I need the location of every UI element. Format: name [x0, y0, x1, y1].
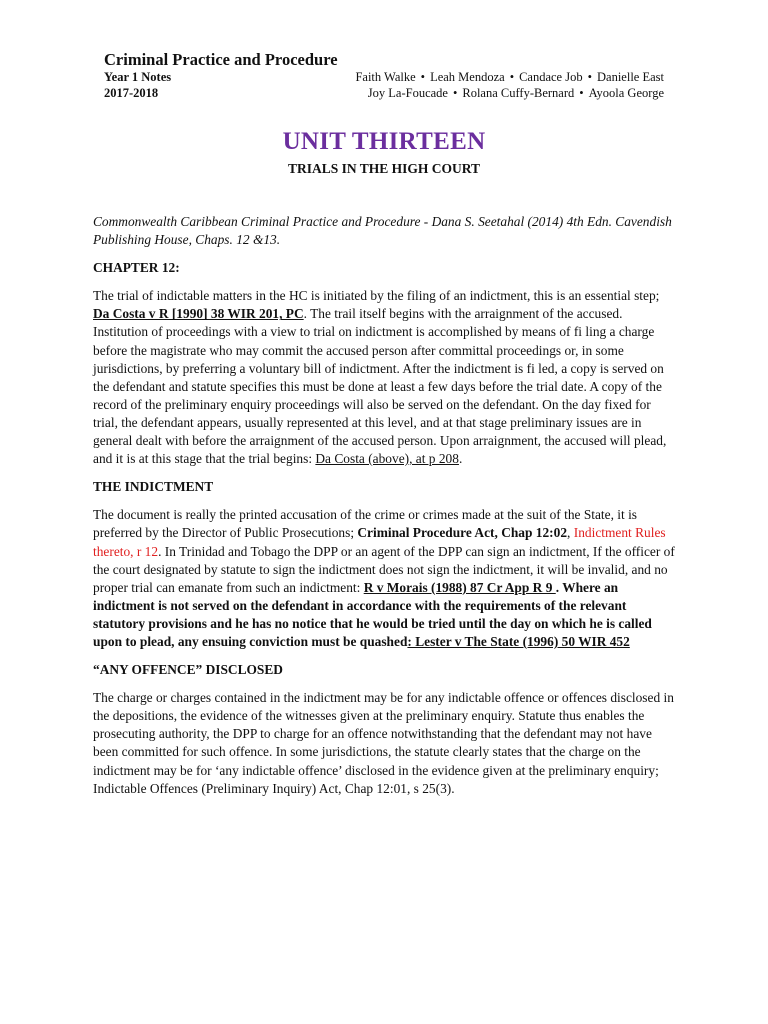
case-citation: R v Morais (1988) 87 Cr App R 9: [363, 579, 556, 595]
course-title: Criminal Practice and Procedure: [104, 50, 338, 69]
author-name: Joy La-Foucade: [367, 86, 448, 100]
author-name: Candace Job: [519, 70, 583, 84]
bullet-separator: •: [509, 70, 515, 84]
author-name: Danielle East: [597, 70, 664, 84]
unit-title: UNIT THIRTEEN: [282, 128, 486, 155]
unit-subtitle: TRIALS IN THE HIGH COURT: [287, 161, 481, 176]
case-citation: Da Costa v R [1990] 38 WIR 201, PC: [93, 306, 304, 322]
case-reference: Da Costa (above), at p 208: [315, 451, 459, 467]
text-run: The document is really the printed accusation of the crime or crimes made at the suit of the State, it is preferred by the Director of Public Prosecutions;: [93, 507, 638, 541]
text-run: . In Trinidad and Tobago the DPP or an agent of the DPP can sign an indictment, If the officer of the court designated by statute to sign the indictment does not sign the indictment, it will be invalid, and no proper trial can emanate from such an indictment:: [93, 543, 675, 595]
author-name: Rolana Cuffy-Bernard: [462, 86, 575, 100]
text-run: The trial of indictable matters in the HC is initiated by the filing of an indictment, this is an essential step;: [93, 288, 660, 304]
rules-citation: Indictment Rules thereto, r 12: [93, 525, 666, 559]
indictment-paragraph: [93, 506, 678, 651]
bullet-separator: •: [420, 70, 426, 84]
bullet-separator: •: [587, 70, 592, 84]
text-run: .: [458, 451, 463, 467]
text-run: ,: [567, 525, 574, 541]
text-run-bold: . Where an indictment is not served on the defendant in accordance with the requirements of the relevant statutory provisions and he has no notice that he would be tried until the day on which he is called upon to plead, any ensuing conviction must be quashed: [93, 579, 652, 649]
bullet-separator: •: [579, 86, 584, 100]
author-name: Ayoola George: [588, 86, 664, 100]
year-label: Year 1 Notes: [104, 70, 172, 84]
authors-row-1: [355, 70, 664, 85]
case-citation: : Lester v The State (1996) 50 WIR 452: [407, 633, 630, 649]
text-run: . The trail itself begins with the arraignment of the accused. Institution of proceedings with a view to trial on indictment is accomplished by means of fi ling a charge before the magistrate who may commit the accused person after committal proceedings or, in some jurisdictions, by preferring a voluntary bill of indictment. After the indictment is fi led, a copy is served on the defendant and statute specifies this must be done at least a few days before the trial date. A copy of the record of the preliminary enquiry proceedings will also be served on the defendant. On the day fixed for trial, the defendant appears, usually represented at this level, and at that stage preliminary issues are in general dealt with before the arraignment of the accused person. Upon arraignment, the accused will plead, and it is at this stage that the trial begins:: [93, 306, 667, 467]
any-offence-heading: “ANY OFFENCE” DISCLOSED: [93, 662, 283, 678]
source-citation: Commonwealth Caribbean Criminal Practice and Procedure - Dana S. Seetahal (2014) 4th Edn. Cavendish Publishing House, Chaps. 12 &13.: [93, 214, 672, 248]
chapter-12-heading: CHAPTER 12:: [93, 260, 180, 276]
author-name: Leah Mendoza: [430, 70, 505, 84]
session-label: 2017-2018: [104, 86, 159, 100]
any-offence-paragraph: The charge or charges contained in the indictment may be for any indictable offence or offences disclosed in the depositions, the evidence of the witnesses given at the preliminary enquiry. Statute thus enables the prosecuting authority, the DPP to charge for an offence notwithstanding that the defendant may not have been committed for such offence. In some jurisdictions, the statute clearly states that the charge on the indictment may be for ‘any indictable offence’ disclosed in the evidence given at the preliminary enquiry; Indictable Offences (Preliminary Inquiry) Act, Chap 12:01, s 25(3).: [93, 690, 674, 796]
author-name: Faith Walke: [355, 70, 416, 84]
chapter-12-paragraph: [93, 287, 678, 468]
document-body: [93, 213, 678, 808]
statute-citation: Criminal Procedure Act, Chap 12:02: [357, 525, 568, 541]
bullet-separator: •: [452, 86, 458, 100]
authors-row-2: [368, 86, 664, 101]
indictment-heading: THE INDICTMENT: [93, 479, 214, 495]
